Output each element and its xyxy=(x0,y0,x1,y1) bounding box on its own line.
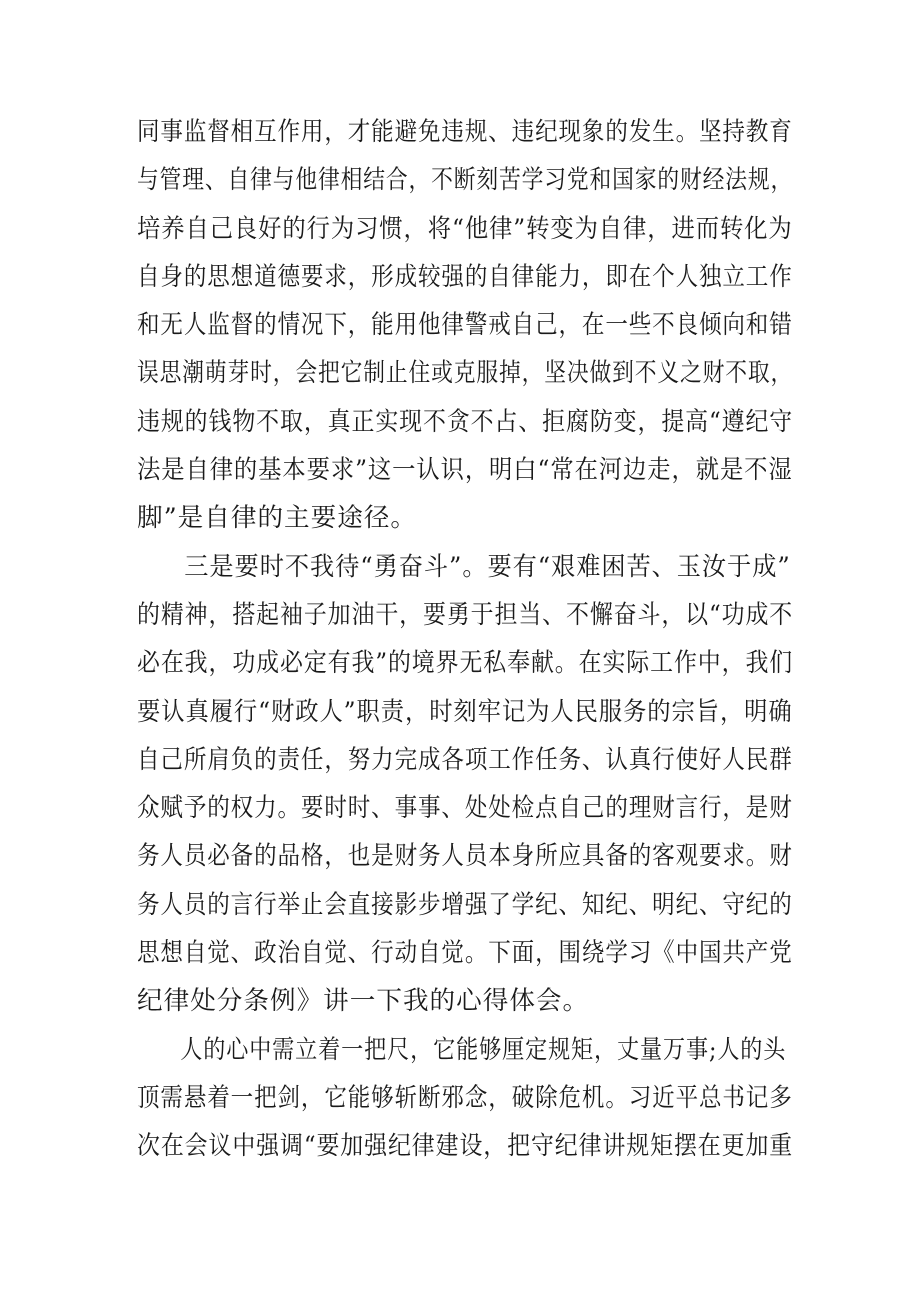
text-line: 与管理、自律与他律相结合，不断刻苦学习党和国家的财经法规， xyxy=(137,165,794,196)
text-line: 培养自己良好的行为习惯，将“他律”转变为自律，进而转化为 xyxy=(137,213,793,244)
text-line: 违规的钱物不取，真正实现不贪不占、拒腐防变，提高“遵纪守 xyxy=(137,406,794,437)
text-line: 必在我，功成必定有我”的境界无私奉献。在实际工作中，我们 xyxy=(137,648,794,679)
text-line: 误思潮萌芽时，会把它制止住或克服掉，坚决做到不义之财不取， xyxy=(137,358,794,389)
text-line: 脚”是自律的主要途径。 xyxy=(137,503,418,534)
text-line: 法是自律的基本要求”这一认识，明白“常在河边走，就是不湿 xyxy=(137,455,793,486)
text-line: 纪律处分条例》讲一下我的心得体会。 xyxy=(137,986,590,1017)
text-line: 次在会议中强调“要加强纪律建设，把守纪律讲规矩摆在更加重 xyxy=(137,1131,794,1162)
paragraph-first-line: 人的心中需立着一把尺，它能够厘定规矩，丈量万事;人的头 xyxy=(180,1034,787,1065)
text-line: 众赋予的权力。要时时、事事、处处检点自己的理财言行，是财 xyxy=(137,793,793,824)
text-line: 和无人监督的情况下，能用他律警戒自己，在一些不良倾向和错 xyxy=(137,310,793,341)
text-line: 思想自觉、政治自觉、行动自觉。下面，围绕学习《中国共产党 xyxy=(137,938,793,969)
text-line: 自己所肩负的责任，努力完成各项工作任务、认真行使好人民群 xyxy=(137,744,793,775)
text-line: 自身的思想道德要求，形成较强的自律能力，即在个人独立工作 xyxy=(137,261,793,292)
text-line: 要认真履行“财政人”职责，时刻牢记为人民服务的宗旨，明确 xyxy=(137,696,793,727)
text-line: 务人员必备的品格，也是财务人员本身所应具备的客观要求。财 xyxy=(137,841,793,872)
text-line: 的精神，搭起袖子加油干，要勇于担当、不懈奋斗，以“功成不 xyxy=(137,599,794,630)
text-line: 顶需悬着一把剑，它能够斩断邪念，破除危机。习近平总书记多 xyxy=(137,1082,793,1113)
text-line: 务人员的言行举止会直接影步增强了学纪、知纪、明纪、守纪的 xyxy=(137,889,793,920)
text-line: 同事监督相互作用，才能避免违规、违纪现象的发生。坚持教育 xyxy=(137,117,793,147)
paragraph-first-line: 三是要时不我待“勇奋斗”。要有“艰难困苦、玉汝于成” xyxy=(184,551,791,582)
document-body-text xyxy=(137,108,793,1171)
